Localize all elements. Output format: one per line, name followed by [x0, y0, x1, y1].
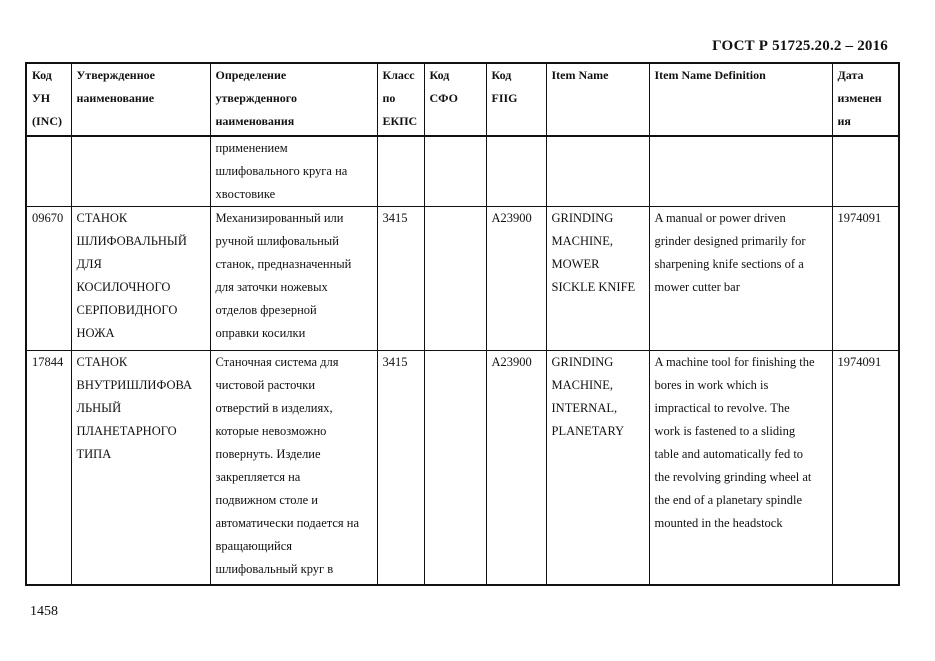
cell-definition-ru-line: хвостовике: [215, 187, 276, 201]
cell-definition-ru-line: вращающийся: [215, 539, 293, 553]
column-header-line: Код: [429, 68, 450, 82]
column-header-line: ЕКПС: [382, 114, 418, 128]
column-header-line: изменен: [837, 91, 882, 105]
cell-definition-ru-line: для заточки ножевых: [215, 280, 328, 294]
cell-definition-ru-line: повернуть. Изделие: [215, 447, 321, 461]
column-header-line: Код: [32, 68, 52, 82]
cell-approved-name-line: ЛЬНЫЙ: [76, 401, 122, 415]
cell-change-date: 1974091: [832, 351, 899, 585]
column-header-line: по: [382, 91, 396, 105]
cell-definition-ru-line: отверстий в изделиях,: [215, 401, 333, 415]
cell-item-name-line: PLANETARY: [551, 424, 625, 438]
cell-approved-name: [71, 351, 210, 585]
column-header-definition-ru: [210, 63, 377, 136]
cell-item-name-line: MOWER: [551, 257, 600, 271]
cell-definition-ru: [210, 351, 377, 585]
cell-approved-name-line: ПЛАНЕТАРНОГО: [76, 424, 177, 438]
cell-inc: 17844: [26, 351, 71, 585]
cell-definition-ru-line: чистовой расточки: [215, 378, 316, 392]
cell-change-date: 1974091: [832, 207, 899, 351]
cell-approved-name-line: ВНУТРИШЛИФОВА: [76, 378, 193, 392]
cell-ekps-class: 3415: [377, 351, 424, 585]
cell-definition-ru-line: шлифовальный круг в: [215, 562, 334, 576]
cell-definition-ru-line: Механизированный или: [215, 211, 344, 225]
column-header-line: СФО: [429, 91, 458, 105]
column-header-line: наименования: [215, 114, 295, 128]
column-header-inc: [26, 63, 71, 136]
column-header-line: (INC): [32, 114, 62, 128]
cell-sfo-code: [424, 136, 486, 207]
cell-approved-name-line: ДЛЯ: [76, 257, 102, 271]
cell-fiig-code: A23900: [486, 207, 546, 351]
cell-item-name-definition-line: grinder designed primarily for: [654, 234, 806, 248]
cell-ekps-class: [377, 136, 424, 207]
column-header-line: наименование: [76, 91, 155, 105]
cell-definition-ru: [210, 136, 377, 207]
column-header-fiig-code: [486, 63, 546, 136]
cell-item-name-definition: [649, 351, 832, 585]
cell-fiig-code: A23900: [486, 351, 546, 585]
cell-item-name-line: GRINDING: [551, 355, 614, 369]
cell-item-name-line: MACHINE,: [551, 378, 613, 392]
cell-definition-ru-line: Станочная система для: [215, 355, 339, 369]
cell-approved-name: [71, 136, 210, 207]
column-header-line: Item Name Definition: [654, 68, 766, 82]
cell-item-name-definition-line: the end of a planetary spindle: [654, 493, 803, 507]
cell-definition-ru-line: применением: [215, 141, 288, 155]
cell-definition-ru-line: отделов фрезерной: [215, 303, 317, 317]
cell-inc: 09670: [26, 207, 71, 351]
cell-item-name: [546, 351, 649, 585]
cell-item-name-definition-line: bores in work which is: [654, 378, 769, 392]
document-standard-header: ГОСТ Р 51725.20.2 – 2016: [712, 38, 888, 54]
column-header-line: FIIG: [491, 91, 518, 105]
page-number: 1458: [30, 604, 58, 619]
cell-item-name: [546, 207, 649, 351]
column-header-sfo-code: [424, 63, 486, 136]
cell-definition-ru-line: которые невозможно: [215, 424, 327, 438]
cell-approved-name-line: КОСИЛОЧНОГО: [76, 280, 171, 294]
cell-definition-ru-line: закрепляется на: [215, 470, 301, 484]
column-header-line: Item Name: [551, 68, 609, 82]
column-header-line: Дата: [837, 68, 864, 82]
cell-item-name-definition-line: impractical to revolve. The: [654, 401, 790, 415]
cell-item-name-definition-line: sharpening knife sections of a: [654, 257, 804, 271]
cell-item-name-definition-line: A machine tool for finishing the: [654, 355, 815, 369]
cell-item-name: [546, 136, 649, 207]
cell-item-name-line: INTERNAL,: [551, 401, 618, 415]
column-header-item-name: [546, 63, 649, 136]
column-header-item-name-definition: [649, 63, 832, 136]
cell-definition-ru-line: подвижном столе и: [215, 493, 318, 507]
cell-definition-ru-line: автоматически подается на: [215, 516, 360, 530]
cell-approved-name-line: СТАНОК: [76, 211, 128, 225]
cell-change-date: [832, 136, 899, 207]
column-header-change-date: [832, 63, 899, 136]
cell-inc: [26, 136, 71, 207]
cell-approved-name-line: ТИПА: [76, 447, 112, 461]
cell-item-name-definition-line: the revolving grinding wheel at: [654, 470, 812, 484]
table-row: [26, 351, 899, 585]
cell-definition-ru-line: шлифовального круга на: [215, 164, 348, 178]
table-header-row: [26, 63, 899, 136]
column-header-line: Определение: [215, 68, 287, 82]
column-header-line: УН: [32, 91, 51, 105]
column-header-line: Утвержденное: [76, 68, 155, 82]
cell-ekps-class: 3415: [377, 207, 424, 351]
cell-item-name-line: MACHINE,: [551, 234, 613, 248]
cell-item-name-definition-line: work is fastened to a sliding: [654, 424, 796, 438]
table-row: [26, 207, 899, 351]
cell-item-name-line: SICKLE KNIFE: [551, 280, 636, 294]
cell-approved-name: [71, 207, 210, 351]
column-header-line: утвержденного: [215, 91, 297, 105]
cell-approved-name-line: ШЛИФОВАЛЬНЫЙ: [76, 234, 187, 248]
column-header-approved-name: [71, 63, 210, 136]
cell-item-name-definition: [649, 136, 832, 207]
cell-item-name-definition-line: mounted in the headstock: [654, 516, 783, 530]
table-row: [26, 136, 899, 207]
cell-fiig-code: [486, 136, 546, 207]
cell-definition-ru-line: ручной шлифовальный: [215, 234, 339, 248]
column-header-ekps-class: [377, 63, 424, 136]
cell-approved-name-line: НОЖА: [76, 326, 115, 340]
cell-item-name-definition-line: A manual or power driven: [654, 211, 786, 225]
cell-definition-ru-line: станок, предназначенный: [215, 257, 352, 271]
cell-item-name-line: GRINDING: [551, 211, 614, 225]
column-header-line: ия: [837, 114, 851, 128]
cell-item-name-definition-line: table and automatically fed to: [654, 447, 804, 461]
cell-sfo-code: [424, 207, 486, 351]
cell-definition-ru: [210, 207, 377, 351]
column-header-line: Код: [491, 68, 512, 82]
cell-approved-name-line: СТАНОК: [76, 355, 128, 369]
cell-sfo-code: [424, 351, 486, 585]
item-name-table: [25, 62, 900, 586]
cell-definition-ru-line: оправки косилки: [215, 326, 306, 340]
cell-approved-name-line: СЕРПОВИДНОГО: [76, 303, 178, 317]
cell-item-name-definition: [649, 207, 832, 351]
column-header-line: Класс: [382, 68, 415, 82]
cell-item-name-definition-line: mower cutter bar: [654, 280, 740, 294]
